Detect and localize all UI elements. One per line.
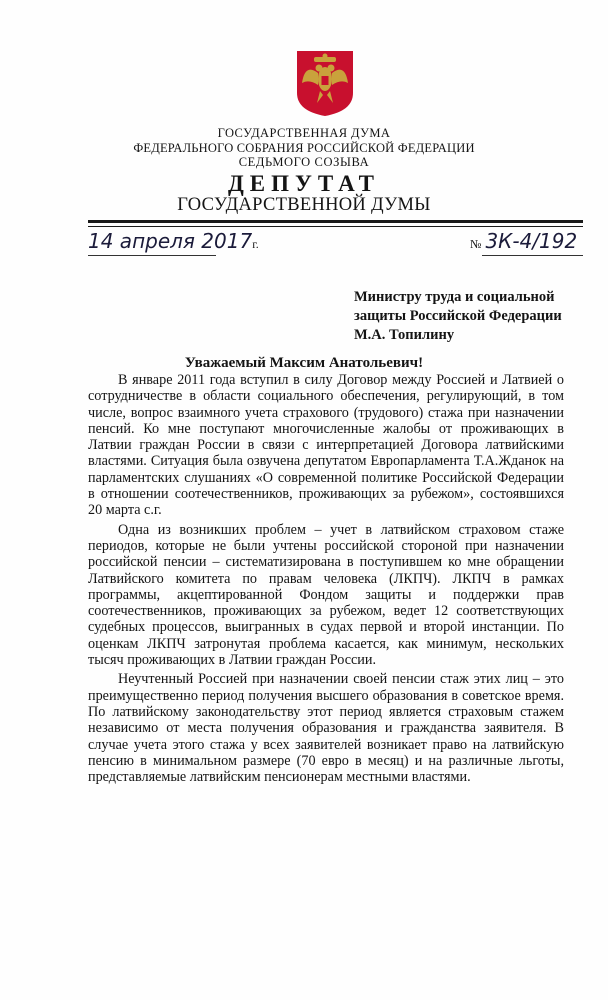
- header-divider-thin: [88, 226, 583, 227]
- addressee-block: [354, 288, 562, 345]
- number-handwritten: 3К-4/192: [485, 229, 578, 253]
- body-paragraph: В январе 2011 года вступил в силу Договор между Россией и Латвией о сотрудничестве в области социального обеспечения, регулирующий, в том числе, вопрос взаимного учета страхового (трудового) стажа при назначении пенсий. Ко мне поступают многочисленные жалобы от проживающих в Латвии граждан России в связи с интерпретацией Договора латвийскими властями. Ситуация была озвучена депутатом Европарламента Т.А.Жданок на парламентских слушаниях «О современной политике Российской Федерации в отношении соотечественников, проживающих за рубежом», состоявшихся 20 марта с.г.: [88, 372, 564, 519]
- letter-date: [88, 229, 259, 253]
- coat-of-arms-icon: [295, 49, 355, 117]
- header-divider-thick: [88, 220, 583, 223]
- letter-number: [470, 229, 577, 253]
- date-suffix: г.: [252, 237, 259, 251]
- addressee-name: М.А. Топилину: [354, 327, 455, 343]
- number-underline: [482, 255, 583, 256]
- header-line-assembly: ФЕДЕРАЛЬНОГО СОБРАНИЯ РОССИЙСКОЙ ФЕДЕРАЦИИ: [133, 141, 475, 155]
- header-line-duma: ГОСУДАРСТВЕННАЯ ДУМА: [217, 126, 391, 140]
- number-prefix: №: [470, 237, 482, 251]
- date-underline: [88, 255, 216, 256]
- header-line-convocation: СЕДЬМОГО СОЗЫВА: [238, 155, 370, 169]
- body-paragraph: Одна из возникших проблем – учет в латвийском страховом стаже периодов, которые не были учтены российской стороной при назначении российской пенсии – систематизирована в поступившем ко мне обращении Латвийского комитета по правам человека (ЛКПЧ). ЛКПЧ в рамках программы, акцептированной Фондом защиты и поддержки прав соотечественников, проживающих за рубежом, ведет 12 соответствующих судебных процессов, выигранных в судах первой и второй инстанции. По оценкам ЛКПЧ затронутая проблема касается, как минимум, нескольких тысяч проживающих в Латвии граждан России.: [88, 521, 564, 669]
- body-paragraph: Неучтенный Россией при назначении своей пенсии стаж этих лиц – это преимущественно период получения высшего образования в советское время. По латвийскому законодательству этот период является страховым стажем независимо от места получения образования и гражданства заявителя. В случае учета этого стажа у всех заявителей возникает право на латвийскую пенсию в минимальном размере (70 евро в месяц) и на различные льготы, представляемые латвийским пенсионерам местными властями.: [88, 671, 564, 786]
- greeting: Уважаемый Максим Анатольевич!: [184, 355, 424, 371]
- addressee-line: Министру труда и социальной: [354, 289, 555, 305]
- header-title: ДЕПУТАТ: [227, 171, 381, 196]
- letter-body: [88, 372, 564, 788]
- header-subtitle: ГОСУДАРСТВЕННОЙ ДУМЫ: [177, 195, 431, 215]
- addressee-line: защиты Российской Федерации: [354, 308, 562, 324]
- date-handwritten: 14 апреля 2017: [88, 229, 253, 253]
